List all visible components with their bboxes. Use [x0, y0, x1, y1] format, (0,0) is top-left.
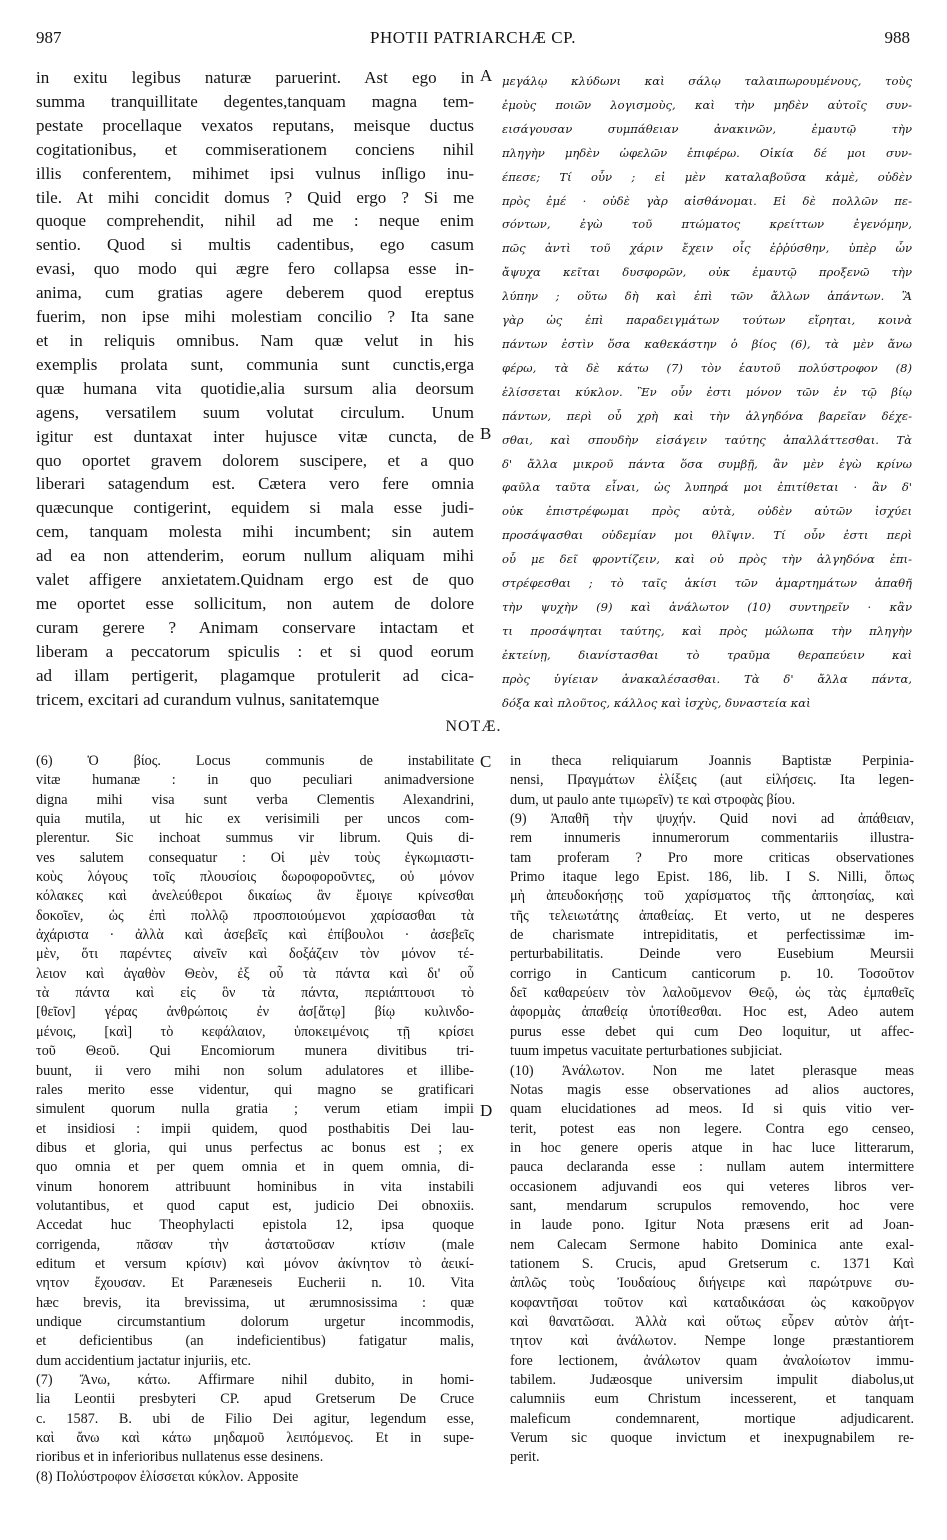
text-line: πληγὴν μηδὲν ὠφελῶν ἐπιφέρω. Οἰκία δέ μοι συν-: [502, 145, 912, 160]
text-line: anima, cum gratias agere deberem quod ereptus: [36, 283, 474, 303]
text-line: στρέφεσθαι ; τὸ ταῖς ἀκίσι τῶν ἁμαρτημάτων ἀπαθῆ: [502, 576, 912, 591]
running-header: [36, 28, 910, 56]
text-line: dum accidentium jactatur injuriis, etc.: [36, 1352, 252, 1369]
text-line: (6) Ὁ βίος. Locus communis de instabilitate: [36, 753, 474, 769]
text-line: liberari satagendum est. Cætera vero fere omnia: [36, 474, 474, 494]
text-line: et deficientibus (an indeficientibus) fatigatur malis,: [36, 1333, 474, 1350]
text-line: ves salutem consequatur : Οἱ μὲν τοὺς ἐγκωμιαστι-: [36, 849, 474, 866]
text-line: vinum honorem attribuunt hominibus in vita instabili: [36, 1178, 474, 1195]
text-line: πάντων ἐστὶν ὅσα καθεκάστην ὁ βίος (6), τὰ μὲν ἄνω: [502, 336, 912, 351]
text-line: ἐκτείνῃ, διανίστασθαι τὸ τραῦμα θεραπεύειν καὶ: [502, 647, 912, 662]
text-line: Notas magis esse observationes ad alios auctores,: [510, 1081, 914, 1098]
greek-text-column: [502, 70, 912, 715]
text-line: et in reliquis omnibus. Nam quæ velut in his: [36, 330, 474, 350]
text-line: corrigenda, πᾶσαν τὴν ἀστατοῦσαν κτίσιν (male: [36, 1236, 474, 1253]
text-line: τητον καὶ ἀνάλωτον. Nempe longe præstantiorem: [510, 1333, 914, 1350]
text-line: illis conferentem, mihimet ipsi vulnus inſligo inu-: [36, 163, 474, 183]
text-line: δ' ἄλλα μικροῦ πάντα ὅσα συμβῇ, ἂν μὲν ἐγὼ κρίνω: [502, 456, 912, 471]
text-line: pauca declaranda esse : nullam autem intermittere: [510, 1159, 914, 1176]
text-line: νητον ἔχουσαν. Et Paræneseis Eucherii n. 10. Vita: [36, 1275, 474, 1292]
text-line: tationem S. Crucis, apud Gretserum c. 1371 Καὶ: [510, 1255, 914, 1272]
text-line: ἀφορμὰς ἀπαθείᾳ ὑποτίθεσθαι. Hoc est, Adeo autem: [510, 1004, 914, 1021]
text-line: quæ humana vita quotidie,alia sursum alia deorsum: [36, 378, 474, 398]
text-line: buunt, ii vero mihi non solum adulatores et illibe-: [36, 1062, 474, 1079]
text-line: perit.: [510, 1449, 540, 1466]
text-line: agens, versatilem suum volutat circulum. Unum: [36, 402, 474, 422]
text-line: perturbabilitatis. Deinde vero Eusebium Meursii: [510, 946, 914, 963]
text-line: editum et versum κρίσιν) καὶ μόνον ἀκίνητον τὸ ἀεικί-: [36, 1255, 474, 1272]
text-line: tam proferam ? Pro more criticas observationes: [510, 849, 914, 866]
text-line: in hoc genere operis atque in hac luce litterarum,: [510, 1139, 914, 1156]
text-line: undique circumstantium dolorum urgetur incommodis,: [36, 1313, 474, 1330]
text-line: fore lectionem, ἀνάλωτον quam ἀναλοίωτον immu-: [510, 1352, 914, 1369]
running-title: PHOTII PATRIARCHÆ CP.: [370, 28, 576, 47]
text-line: πρὸς ὑγίειαν ἀνακαλέσασθαι. Τὰ δ' ἄλλα πάντα,: [502, 671, 912, 686]
text-line: πρὸς ἐμέ · οὐδὲ γὰρ αἰσθάνομαι. Εἰ δὲ πολλῶν πε-: [502, 193, 912, 208]
text-line: ἐμοὺς ποιῶν λογισμοὺς, καὶ τὴν μηδὲν αὐτοῖς συν-: [502, 97, 912, 112]
text-line: quia mutila, ut hic ex verisimili per uncos com-: [36, 811, 474, 828]
text-line: tuum impetus vacuitate perturbationes subjiciat.: [510, 1043, 783, 1060]
text-line: in laude pono. Igitur Nota præsens erit ad Joan-: [510, 1217, 914, 1234]
text-line: ad ea non attenderim, eorum nullum aliquam mihi: [36, 546, 474, 566]
text-line: οὗ με δεῖ φροντίζειν, καὶ οὐ πρὸς τὴν ἀλγηδόνα ἐπι-: [502, 552, 912, 567]
text-line: hæc brevis, ita brevissima, ut ærumnosissima : quæ: [36, 1294, 474, 1311]
text-line: δόξα καὶ πλοῦτος, κάλλος καὶ ἰσχὺς, δυναστεία καὶ: [502, 695, 811, 710]
text-line: καὶ θανατῶσαι. Ἀλλὰ καὶ οὕτως εὗρεν αὐτὸν ἀήτ-: [510, 1313, 914, 1330]
text-line: καὶ ἄνω καὶ κάτω μηδαμοῦ λειπόμενος. Et in supe-: [36, 1430, 474, 1447]
text-line: nem Calecam Sermone habito Dominica ante exal-: [510, 1236, 914, 1253]
text-line: (7) Ἄνω, κάτω. Affirmare nihil dubito, in homi-: [36, 1372, 474, 1388]
text-line: φέρω, τὰ δὲ κάτω (7) τὸν ἑαυτοῦ πολύστροφον (8): [502, 360, 912, 375]
text-line: summa tranquillitate degentes,tanquam magna tem-: [36, 91, 474, 111]
text-line: rem innumeris innumerorum commentariis illustra-: [510, 830, 914, 847]
text-line: πάντων, περὶ οὗ χρὴ καὶ τὴν ἀλγηδόνα βαρεῖαν δέχε-: [502, 408, 912, 423]
text-line: Verum sic quoque invictum et inexpugnabilem re-: [510, 1430, 914, 1447]
text-line: οὐκ ἐπιστρέφωμαι πρὸς αὐτὰ, οὐδὲν αὐτῶν ἰσχύει: [502, 504, 912, 519]
text-line: μεγάλῳ κλύδωνι καὶ σάλῳ ταλαιπωρουμένους, τοὺς: [502, 74, 912, 88]
text-line: κοὺς λόγους τοῖς πλουσίοις δωροφοροῦντες, οὐ μόνον: [36, 869, 474, 886]
text-line: plerentur. Sic inchoat summus vir librum. Quis di-: [36, 830, 474, 847]
text-line: cogitationibus, et commiserationem conciens nihil: [36, 139, 474, 159]
text-line: de charismate intrepiditatis, et perfectissimæ im-: [510, 927, 914, 944]
text-line: tricem, excitari ad curandum vulnus, sanitatemque: [36, 689, 380, 709]
text-line: in exitu legibus naturæ paruerint. Ast ego in: [36, 68, 474, 87]
text-line: τι προσάψηται ταύτης, καὶ πρὸς μώλωπα τὴν πληγὴν: [502, 623, 912, 638]
text-line: dibus et gloria, qui unus perfectus ac bonus est ; ex: [36, 1139, 474, 1156]
text-line: Accedat huc Theophylacti epistola 12, ipsa quoque: [36, 1217, 474, 1234]
text-line: vitæ humanæ : in quo peculiari animadversione: [36, 772, 474, 789]
notes-heading: NOTÆ.: [445, 718, 502, 735]
text-line: κόλακες καὶ ἀνελεύθεροι δικαίως ἂν ἔμοιγε κρίνεσθαι: [36, 888, 474, 905]
text-line: τὴν ψυχὴν (9) καὶ ἀνάλωτον (10) συντηρεῖν · κἂν: [502, 599, 912, 614]
text-line: έπεσε; Τί οὖν ; εἰ μὲν καταλαβοῦσα κἀμὲ, οὐδὲν: [502, 169, 912, 184]
text-line: dum, ut paulo ante τιμωρεῖν) τε καὶ στροφὰς βίου.: [510, 791, 796, 808]
text-line: ad illam pertigerit, plagamque protulerit ad cica-: [36, 665, 474, 685]
text-line: γὰρ ὡς ἐπὶ παραδειγμάτων τούτων εἴρηται, κοινὰ: [502, 313, 912, 328]
text-line: (9) Ἀπαθῆ τὴν ψυχήν. Quid novi ad ἀπάθειαν,: [510, 811, 914, 828]
text-line: igitur est duntaxat inter hujusce vitæ cuncta, de: [36, 426, 474, 446]
text-line: volutantibus, et quod caput est, judicio Dei obnoxiis.: [36, 1197, 474, 1214]
text-line: exemplis prolata sunt, communia sunt cunctis,erga: [36, 354, 474, 374]
page-number-left: 987: [36, 28, 62, 47]
text-line: rioribus et in inferioribus nullatenus esse desinens.: [36, 1449, 324, 1466]
text-line: φαῦλα ταῦτα εἶναι, ὡς λυπηρά μοι ἐπιτίθεται · ἂν δ': [502, 480, 912, 495]
text-line: me oportet esse sollicitum, non autem de dolore: [36, 593, 474, 613]
text-line: rales merito esse videntur, qui magno se gratificari: [36, 1081, 474, 1098]
text-line: ἀχάριστα · ἀλλὰ καὶ ἀσεβεῖς καὶ ἐπίβουλοι · ἀσεβεῖς: [36, 927, 474, 944]
notes-right-column: [510, 752, 914, 1468]
text-line: (8) Πολύστροφον ἑλίσσεται κύκλον. Apposite: [36, 1468, 299, 1485]
text-line: maleficum condemnarent, mortique adjudicarent.: [510, 1410, 914, 1427]
text-line: fuerim, non ipse mihi molestiam concilio ? Ita sane: [36, 307, 474, 327]
text-line: ἁπλῶς τοὺς Ἰουδαίους διήγειρε καὶ παρώτρυνε συ-: [510, 1275, 914, 1292]
text-line: ἄψυχα κεῖται δυσφορῶν, οὐκ ἐμαυτῷ προξενῶ τὴν: [502, 265, 912, 280]
margin-marker-b: B: [480, 424, 492, 443]
text-line: τὰ πάντα καὶ εἰς ὃν τὰ πάντα, περιάπτουσι τὸ: [36, 985, 474, 1002]
text-line: εισάγουσαν συμπάθειαν ἀνακινῶν, ἐμαυτῷ τὴν: [502, 121, 912, 136]
text-line: tabilem. Judæosque universim impulit diabolus,ut: [510, 1372, 914, 1388]
text-line: tile. At mihi concidit domus ? Quid ergo ? Si me: [36, 187, 474, 207]
text-line: (10) Ἀνάλωτον. Non me latet plerasque meas: [510, 1062, 914, 1079]
text-line: [θεῖον] γέρας ἀνθρώποις ἐν ἀσ[ἄτῳ] βίῳ κυλινδο-: [36, 1004, 474, 1021]
text-line: cem, tanquam molesta mihi incumbent; sin autem: [36, 522, 474, 542]
latin-text-column: [36, 66, 474, 711]
text-line: κοφαντῆσαι τοῦτον καὶ καταδικάσαι ὡς κακοῦργον: [510, 1294, 914, 1311]
text-line: valet affigere anxietatem.Quidnam ergo est de quo: [36, 570, 474, 590]
text-line: liberam a peccatorum spiculis : et si quod eorum: [36, 641, 474, 661]
text-line: quo oportet gravem dolorem suscipere, et a quo: [36, 450, 474, 470]
text-line: c. 1587. B. ubi de Filio Dei agitur, legendum esse,: [36, 1410, 474, 1427]
text-line: δεῖ καθαρεύειν τὸν λαλοῦμενον Θεῷ, ὡς τὰς ἐμπαθεῖς: [510, 985, 914, 1002]
margin-marker-d: D: [480, 1101, 493, 1120]
text-line: λειον καὶ ἀγαθὸν Θεὸν, ἐξ οὗ τὰ πάντα καὶ δι' οὗ: [36, 965, 474, 982]
text-line: quam elucidationes ad meos. Id si quis vitio ver-: [510, 1101, 914, 1118]
text-line: λύπην ; οὕτω δὴ καὶ ἐπὶ τῶν ἄλλων ἁπάντων. Ἃ: [502, 289, 912, 304]
text-line: curam gerere ? Animam conservare intactam et: [36, 617, 474, 637]
text-line: in theca reliquiarum Joannis Baptistæ Perpinia-: [510, 753, 914, 769]
text-line: pestate procellaque vexatos reputans, meisque ductus: [36, 115, 474, 135]
text-line: quo omnia et per quem omnia et in quem omnia, di-: [36, 1159, 474, 1176]
text-line: sant, mendarum scrupulos removendo, hoc vere: [510, 1197, 914, 1214]
notes-left-column: [36, 752, 474, 1487]
text-line: simulent quorum nulla gratia ; verum etiam impii: [36, 1101, 474, 1118]
text-line: corrigo in Canticum canticorum p. 10. Τοσοῦτον: [510, 965, 914, 982]
text-line: terit, potest eas non legere. Contra ego censeo,: [510, 1120, 914, 1137]
text-line: μὴ ἀπευδοκήσῃς τοῦ χαρίσματος τῆς ἀπτοησίας, καὶ: [510, 888, 914, 905]
text-line: nensi, Πραγμάτων ἑλίξεις (aut εἱλήσεις. Ita legen-: [510, 772, 914, 789]
text-line: quæcunque contigerint, equidem si mala esse judi-: [36, 498, 474, 518]
text-line: calumniis eum Christum incesserent, et tanquam: [510, 1391, 914, 1408]
text-line: σόντων, ἐγὼ τοῦ πτώματος κρείττων ἐγενόμην,: [502, 217, 912, 232]
text-line: sentio. Quod si multis cadentibus, ego casum: [36, 235, 474, 255]
text-line: evasi, quo modo qui ægre fero collapsa esse in-: [36, 259, 474, 279]
text-line: μὲν, ὅτι παρέντες αἰνεῖν καὶ δοξάζειν τὸν μόνον τέ-: [36, 946, 474, 963]
text-line: σθαι, καὶ σπουδὴν εἰσάγειν ταύτης ἀπαλλάττεσθαι. Τὰ: [502, 432, 912, 447]
text-line: τοῦ Θεοῦ. Qui Encomiorum munera divitibus tri-: [36, 1043, 474, 1060]
page-number-right: 988: [884, 28, 910, 47]
text-line: Primo itaque lego Epist. 186, lib. I S. Nilli, ὅπως: [510, 869, 914, 886]
text-line: ἑλίσσεται κύκλον. Ἓν οὖν ἐστι μόνον τῶν ἐν τῷ βίῳ: [502, 384, 912, 399]
text-line: τῆς τελειωτάτης ἀπαθείας. Et verto, ut ne desperes: [510, 907, 914, 924]
margin-marker-c: C: [480, 752, 492, 771]
text-line: δοκοῖεν, ὡς ἐπὶ πολλῷ προσποιούμενοι χαρίσασθαι τὰ: [36, 907, 474, 924]
text-line: occasionem adjuvandi eos qui veteres libros ver-: [510, 1178, 914, 1195]
text-line: πῶς ἀντὶ τοῦ χάριν ἔχειν οἷς ἐῤῥύσθην, ὑπὲρ ὧν: [502, 241, 912, 256]
text-line: προσάψασθαι οὐδεμίαν μοι θλῖψιν. Τί οὖν ἐστι περὶ: [502, 528, 912, 543]
text-line: μένοις, [καὶ] τὸ κεφάλαιον, ὑποκειμένοις τῇ κρίσει: [36, 1023, 474, 1040]
margin-marker-a: A: [480, 66, 493, 85]
text-line: digna mihi visa sunt verba Clementis Alexandrini,: [36, 791, 474, 808]
text-line: et insidiosi : impii quidem, quod posthabitis Dei lau-: [36, 1120, 474, 1137]
text-line: quoque comprehendit, nihil ad me : neque enim: [36, 211, 474, 231]
text-line: purus esse debet qui cum Deo loquitur, ut affec-: [510, 1023, 914, 1040]
text-line: lia Leontii presbyteri CP. apud Gretserum De Cruce: [36, 1391, 474, 1408]
